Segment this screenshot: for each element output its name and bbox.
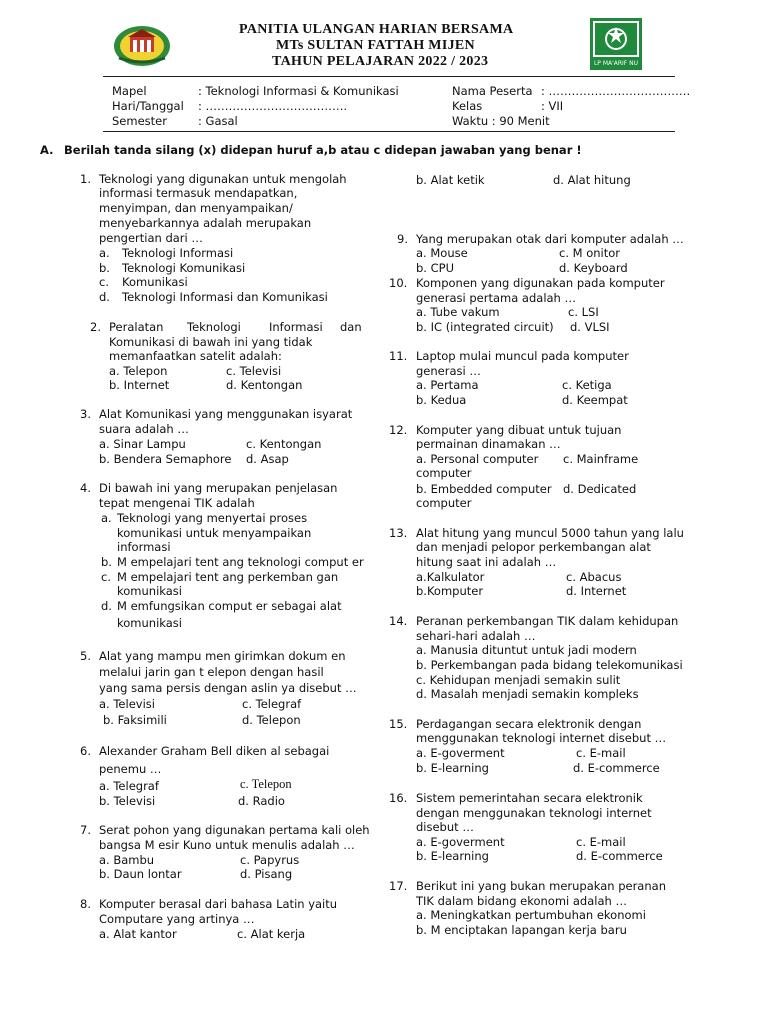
section-letter: A. <box>40 143 54 157</box>
header-rule-top <box>103 76 675 77</box>
q6-line: penemu … <box>99 762 162 776</box>
q7-line: Serat pohon yang digunakan pertama kali oleh <box>99 823 370 837</box>
maarif-logo <box>590 18 642 70</box>
q5-line: yang sama persis dengan aslin ya disebut … <box>99 681 357 695</box>
q17-option-b: b. M enciptakan lapangan kerja baru <box>416 923 627 937</box>
q2-option-c: c. Televisi <box>226 364 282 378</box>
q6-option-c: c. Telepon <box>240 777 292 791</box>
q8-option-a: a. Alat kantor <box>99 927 177 941</box>
q16-option-c: c. E-mail <box>576 835 626 849</box>
q8-option-c: c. Alat kerja <box>237 927 306 941</box>
q10-option-a: a. Tube vakum <box>416 305 500 319</box>
q9-number: 9. <box>397 232 408 246</box>
q3-option-c: c. Kentongan <box>246 437 322 451</box>
q9-option-d: d. Keyboard <box>559 261 628 275</box>
q4-option-letter: a. <box>101 511 112 525</box>
q12-number: 12. <box>389 423 408 437</box>
q13-number: 13. <box>389 526 408 540</box>
mapel-label: Mapel <box>112 84 147 98</box>
q2-number: 2. <box>90 320 101 334</box>
q4-line: tepat mengenai TIK adalah <box>99 496 255 510</box>
q2-word: Teknologi <box>187 320 241 334</box>
q1-option-letter: d. <box>99 290 110 304</box>
q8-option-b: b. Alat ketik <box>416 173 485 187</box>
q11-option-d: d. Keempat <box>562 393 628 407</box>
q9-option-b: b. CPU <box>416 261 454 275</box>
q14-option-a: a. Manusia dituntut untuk jadi modern <box>416 643 637 657</box>
q17-option-a: a. Meningkatkan pertumbuhan ekonomi <box>416 908 646 922</box>
q14-option-c: c. Kehidupan menjadi semakin sulit <box>416 673 621 687</box>
q2-option-a: a. Telepon <box>109 364 168 378</box>
q2-line: memanfaatkan satelit adalah: <box>109 349 282 363</box>
q1-option-a: Teknologi Informasi <box>122 246 234 260</box>
school-logo <box>113 24 171 68</box>
q4-option-c: M empelajari tent ang perkemban gan <box>117 570 339 584</box>
q13-line: dan menjadi pelopor perkembangan alat <box>416 540 651 554</box>
q13-option-a: a.Kalkulator <box>416 570 485 584</box>
q2-option-d: d. Kentongan <box>226 378 303 392</box>
q1-option-letter: c. <box>99 275 109 289</box>
q4-option-a: informasi <box>117 540 171 554</box>
q15-line: menggunakan teknologi internet disebut … <box>416 731 667 745</box>
q4-option-a: komunikasi untuk menyampaikan <box>117 526 312 540</box>
q4-option-letter: c. <box>101 570 111 584</box>
q17-line: Berikut ini yang bukan merupakan peranan <box>416 879 666 893</box>
q1-option-letter: a. <box>99 246 110 260</box>
q16-option-b: b. E-learning <box>416 849 489 863</box>
semester-label: Semester <box>112 114 167 128</box>
q11-line: Laptop mulai muncul pada komputer <box>416 349 629 363</box>
q10-line: generasi pertama adalah … <box>416 291 577 305</box>
q3-number: 3. <box>80 407 91 421</box>
q14-number: 14. <box>389 614 408 628</box>
q1-option-d: Teknologi Informasi dan Komunikasi <box>122 290 328 304</box>
q14-line: Peranan perkembangan TIK dalam kehidupan <box>416 614 679 628</box>
q5-number: 5. <box>80 649 91 663</box>
q15-option-d: d. E-commerce <box>573 761 660 775</box>
q8-number: 8. <box>80 897 91 911</box>
q1-number: 1. <box>80 172 91 186</box>
q16-line: dengan menggunakan teknologi internet <box>416 806 652 820</box>
q1-line: Teknologi yang digunakan untuk mengolah <box>99 172 347 186</box>
q13-line: hitung saat ini adalah … <box>416 555 557 569</box>
q3-line: Alat Komunikasi yang menggunakan isyarat <box>99 407 353 421</box>
header-line-1: PANITIA ULANGAN HARIAN BERSAMA <box>239 22 514 37</box>
q13-option-c: c. Abacus <box>566 570 622 584</box>
instruction-text: Berilah tanda silang (x) didepan huruf a,b atau c didepan jawaban yang benar ! <box>64 143 582 157</box>
q8-line: Komputer berasal dari bahasa Latin yaitu <box>99 897 338 911</box>
hari-label: Hari/Tanggal <box>112 99 184 113</box>
waktu-text: Waktu : 90 Menit <box>452 114 550 128</box>
q1-option-c: Komunikasi <box>122 275 188 289</box>
q5-option-d: d. Telepon <box>242 713 301 727</box>
q12-option-d: d. Dedicated <box>563 482 637 496</box>
maarif-logo-graphic <box>590 18 642 60</box>
q6-option-d: d. Radio <box>238 794 285 808</box>
q2-word: dan <box>340 320 362 334</box>
q9-option-a: a. Mouse <box>416 246 468 260</box>
q11-number: 11. <box>389 349 408 363</box>
q15-option-a: a. E-goverment <box>416 746 505 760</box>
q15-option-c: c. E-mail <box>576 746 626 760</box>
q10-line: Komponen yang digunakan pada komputer <box>416 276 665 290</box>
q12-option-b-cont: computer <box>416 496 472 510</box>
kelas-label: Kelas <box>452 99 483 113</box>
q3-option-a: a. Sinar Lampu <box>99 437 186 451</box>
q12-option-a: a. Personal computer <box>416 452 539 466</box>
q8-option-d: d. Alat hitung <box>553 173 631 187</box>
q7-option-c: c. Papyrus <box>240 853 300 867</box>
q16-option-a: a. E-goverment <box>416 835 505 849</box>
q7-option-d: d. Pisang <box>240 867 293 881</box>
nama-label: Nama Peserta <box>452 84 533 98</box>
q14-option-b: b. Perkembangan pada bidang telekomunikasi <box>416 658 683 672</box>
q4-option-d: komunikasi <box>117 616 182 630</box>
header-rule-bottom <box>103 131 675 132</box>
header-line-2: MTs SULTAN FATTAH MIJEN <box>276 38 475 53</box>
q4-option-letter: d. <box>101 599 112 613</box>
kelas-value: : VII <box>541 99 564 113</box>
q9-option-c: c. M onitor <box>559 246 621 260</box>
q3-option-d: d. Asap <box>246 452 289 466</box>
q1-option-b: Teknologi Komunikasi <box>122 261 246 275</box>
q15-number: 15. <box>389 717 408 731</box>
q7-option-b: b. Daun lontar <box>99 867 182 881</box>
q16-line: disebut … <box>416 820 474 834</box>
q16-option-d: d. E-commerce <box>576 849 663 863</box>
q1-line: pengertian dari … <box>99 231 203 245</box>
q11-line: generasi … <box>416 364 481 378</box>
q5-option-a: a. Televisi <box>99 697 155 711</box>
school-logo-graphic <box>113 24 171 68</box>
q4-option-d: M emfungsikan comput er sebagai alat <box>117 599 342 613</box>
q13-line: Alat hitung yang muncul 5000 tahun yang lalu <box>416 526 684 540</box>
maarif-logo-text: LP MA'ARIF NU <box>593 60 639 67</box>
q2-line: Komunikasi di bawah ini yang tidak <box>109 335 313 349</box>
q4-option-a: Teknologi yang menyertai proses <box>117 511 308 525</box>
q7-line: bangsa M esir Kuno untuk menulis adalah … <box>99 838 355 852</box>
q6-option-a: a. Telegraf <box>99 779 159 793</box>
q12-line: permainan dinamakan … <box>416 437 561 451</box>
q9-line: Yang merupakan otak dari komputer adalah … <box>416 232 684 246</box>
q4-option-b: M empelajari tent ang teknologi comput er <box>117 555 364 569</box>
q5-line: Alat yang mampu men girimkan dokum en <box>99 649 346 663</box>
q1-line: menyimpan, dan menyampaikan/ <box>99 201 293 215</box>
hari-value: : ………………………………. <box>198 99 348 113</box>
q15-option-b: b. E-learning <box>416 761 489 775</box>
q12-option-b: b. Embedded computer <box>416 482 552 496</box>
q16-number: 16. <box>389 791 408 805</box>
q5-option-c: c. Telegraf <box>242 697 302 711</box>
q10-option-c: c. LSI <box>568 305 599 319</box>
q4-line: Di bawah ini yang merupakan penjelasan <box>99 481 338 495</box>
q11-option-b: b. Kedua <box>416 393 467 407</box>
q4-number: 4. <box>80 481 91 495</box>
q17-line: TIK dalam bidang ekonomi adalah … <box>416 894 627 908</box>
q5-line: melalui jarin gan t elepon dengan hasil <box>99 665 324 679</box>
q11-option-c: c. Ketiga <box>562 378 612 392</box>
nama-value: : ………………………………. <box>541 84 691 98</box>
q2-word: Informasi <box>269 320 323 334</box>
q6-line: Alexander Graham Bell diken al sebagai <box>99 744 330 758</box>
q12-option-c: c. Mainframe <box>563 452 639 466</box>
q1-option-letter: b. <box>99 261 110 275</box>
q13-option-d: d. Internet <box>566 584 627 598</box>
mapel-value: : Teknologi Informasi & Komunikasi <box>198 84 399 98</box>
q4-option-c: komunikasi <box>117 584 182 598</box>
q6-number: 6. <box>80 744 91 758</box>
q3-line: suara adalah … <box>99 422 189 436</box>
q7-number: 7. <box>80 823 91 837</box>
q12-option-a-cont: computer <box>416 466 472 480</box>
q12-line: Komputer yang dibuat untuk tujuan <box>416 423 622 437</box>
q4-option-letter: b. <box>101 555 112 569</box>
q6-option-b: b. Televisi <box>99 794 156 808</box>
q2-word: Peralatan <box>109 320 164 334</box>
q17-number: 17. <box>389 879 408 893</box>
q14-line: sehari-hari adalah … <box>416 629 536 643</box>
q1-line: informasi termasuk mendapatkan, <box>99 186 298 200</box>
q10-option-d: d. VLSI <box>570 320 610 334</box>
q11-option-a: a. Pertama <box>416 378 479 392</box>
q2-option-b: b. Internet <box>109 378 170 392</box>
header-line-3: TAHUN PELAJARAN 2022 / 2023 <box>272 54 489 69</box>
q10-number: 10. <box>389 276 408 290</box>
q7-option-a: a. Bambu <box>99 853 155 867</box>
q3-option-b: b. Bendera Semaphore <box>99 452 232 466</box>
q10-option-b: b. IC (integrated circuit) <box>416 320 554 334</box>
q14-option-d: d. Masalah menjadi semakin kompleks <box>416 687 639 701</box>
q16-line: Sistem pemerintahan secara elektronik <box>416 791 643 805</box>
q8-line: Computare yang artinya … <box>99 912 255 926</box>
q15-line: Perdagangan secara elektronik dengan <box>416 717 642 731</box>
q13-option-b: b.Komputer <box>416 584 484 598</box>
q5-option-b: b. Faksimili <box>103 713 167 727</box>
q1-line: menyebarkannya adalah merupakan <box>99 216 312 230</box>
semester-value: : Gasal <box>198 114 238 128</box>
